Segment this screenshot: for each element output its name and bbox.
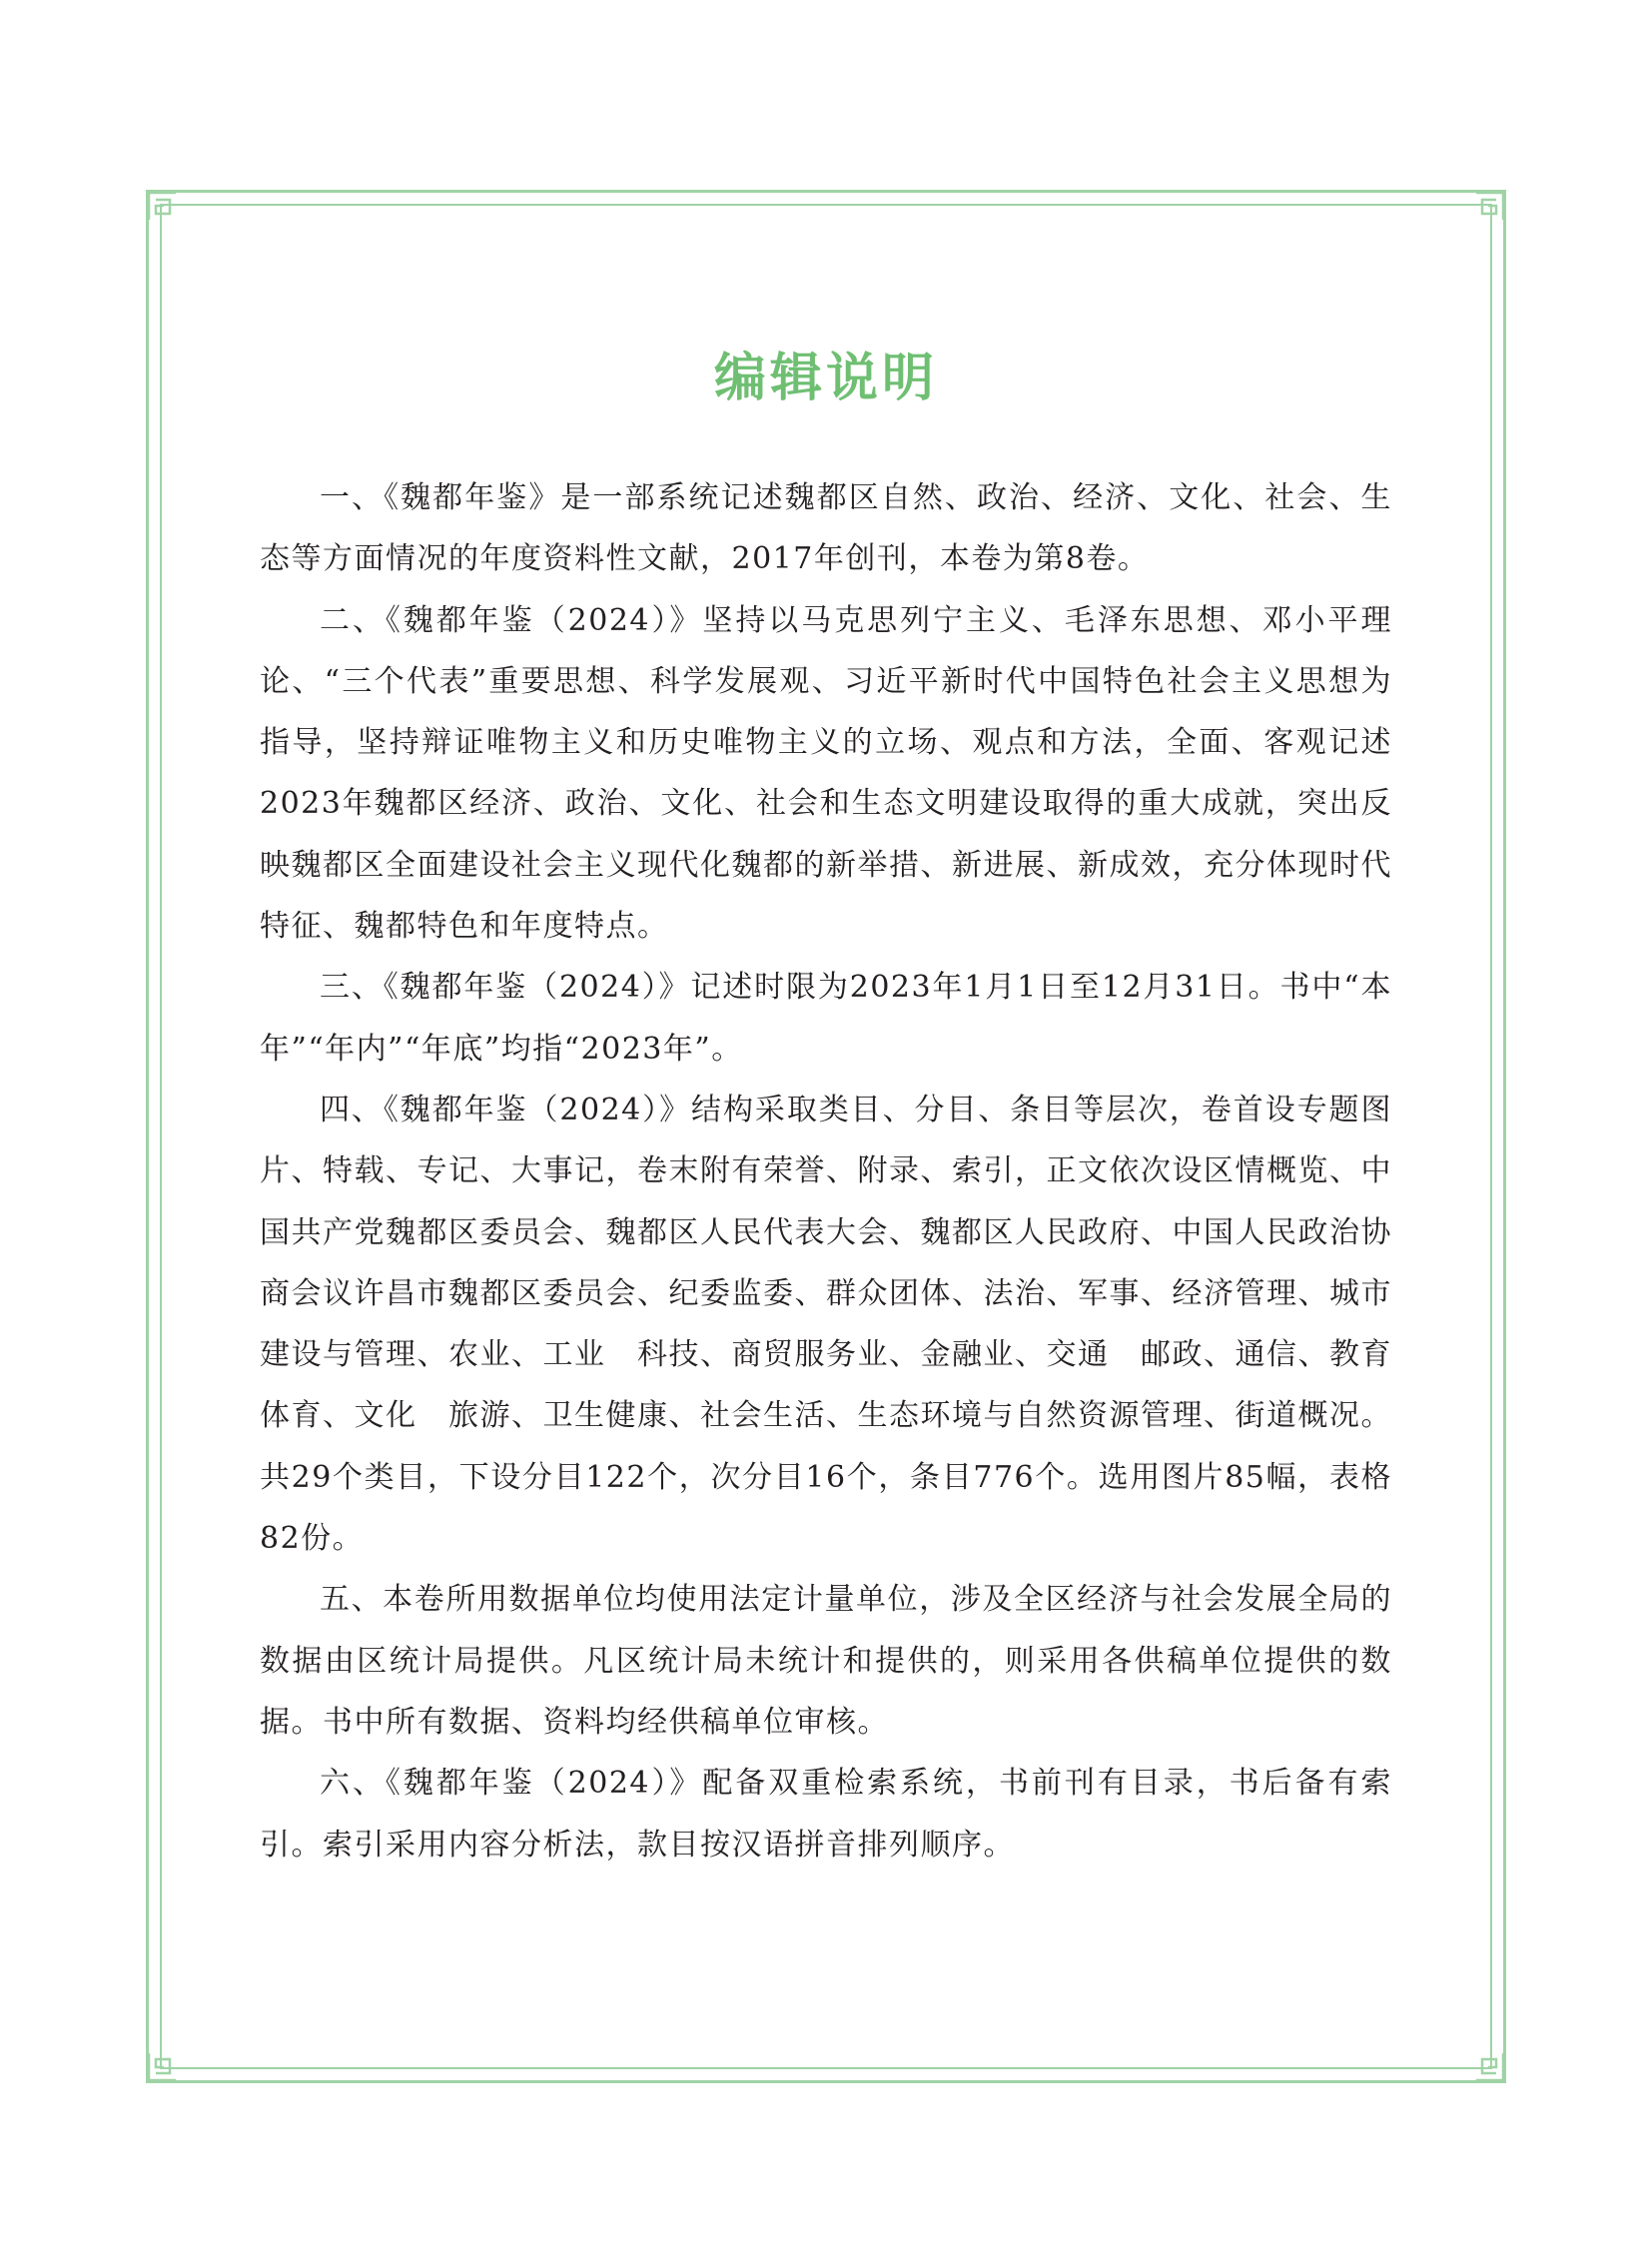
paragraph-1: 一、《魏都年鉴》是一部系统记述魏都区自然、政治、经济、文化、社会、生态等方面情况的年度资料性文献，2017年创刊，本卷为第8卷。 (260, 480, 1392, 577)
paragraph-2: 二、《魏都年鉴（2024）》坚持以马克思列宁主义、毛泽东思想、邓小平理论、“三个代表”重要思想、科学发展观、习近平新时代中国特色社会主义思想为指导，坚持辩证唯物主义和历史唯物主义的立场、观点和方法，全面、客观记述2023年魏都区经济、政治、文化、社会和生态文明建设取得的重大成就，突出反映魏都区全面建设社会主义现代化魏都的新举措、新进展、新成效，充分体现时代特征、魏都特色和年度特点。 (260, 602, 1392, 945)
editorial-notes-body (260, 467, 1424, 1875)
fret-corner-ornament-icon (146, 190, 186, 230)
fret-corner-ornament-icon (1466, 2043, 1506, 2083)
paragraph-5: 五、本卷所用数据单位均使用法定计量单位，涉及全区经济与社会发展全局的数据由区统计局提供。凡区统计局未统计和提供的，则采用各供稿单位提供的数据。书中所有数据、资料均经供稿单位审核。 (260, 1582, 1392, 1740)
page-title: 编辑说明 (713, 349, 938, 408)
paragraph-4: 四、《魏都年鉴（2024）》结构采取类目、分目、条目等层次，卷首设专题图片、特载、专记、大事记，卷末附有荣誉、附录、索引，正文依次设区情概览、中国共产党魏都区委员会、魏都区人民代表大会、魏都区人民政府、中国人民政治协商会议许昌市魏都区委员会、纪委监委、群众团体、法治、军事、经济管理、城市建设与管理、农业、工业 科技、商贸服务业、金融业、交通 邮政、通信、教育 体育、文化 旅游、卫生健康、社会生活、生态环境与自然资源管理、街道概况。共29个类目，下设分目122个，次分目16个，条目776个。选用图片85幅，表格82份。 (260, 1092, 1424, 1557)
paragraph-3: 三、《魏都年鉴（2024）》记述时限为2023年1月1日至12月31日。书中“本年”“年内”“年底”均指“2023年”。 (260, 970, 1392, 1067)
paragraph-6: 六、《魏都年鉴（2024）》配备双重检索系统，书前刊有目录，书后备有索引。索引采用内容分析法，款目按汉语拼音排列顺序。 (260, 1766, 1392, 1863)
fret-corner-ornament-icon (146, 2043, 186, 2083)
fret-corner-ornament-icon (1466, 190, 1506, 230)
